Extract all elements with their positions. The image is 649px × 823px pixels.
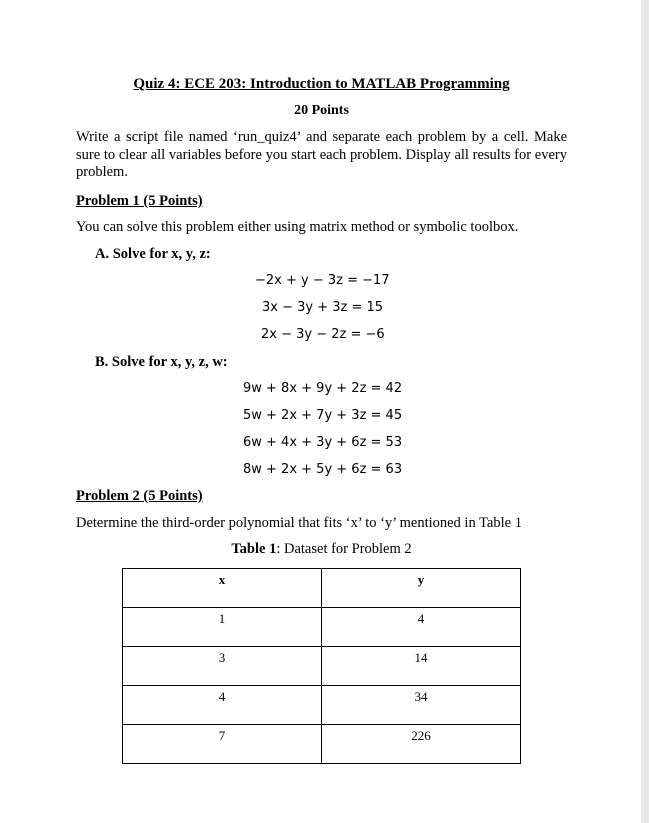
scrollbar[interactable] bbox=[641, 0, 649, 823]
part-a-label: A. Solve for x, y, z: bbox=[95, 246, 211, 262]
table-row bbox=[123, 686, 521, 725]
cell-x: 3 bbox=[123, 647, 322, 686]
part-b-label: B. Solve for x, y, z, w: bbox=[95, 354, 228, 370]
table-row bbox=[123, 608, 521, 647]
table-row bbox=[123, 647, 521, 686]
total-points: 20 Points bbox=[294, 103, 349, 118]
header-y: y bbox=[322, 569, 521, 608]
caption-text: : Dataset for Problem 2 bbox=[276, 541, 412, 557]
equation-b1: 9w + 8x + 9y + 2z = 42 bbox=[243, 381, 403, 396]
problem1-heading: Problem 1 (5 Points) bbox=[76, 193, 203, 209]
cell-y: 226 bbox=[322, 725, 521, 764]
equation-a2: 3x − 3y + 3z = 15 bbox=[262, 300, 384, 315]
equation-a3: 2x − 3y − 2z = −6 bbox=[261, 327, 385, 342]
cell-x: 4 bbox=[123, 686, 322, 725]
table-caption bbox=[0, 541, 643, 558]
cell-y: 34 bbox=[322, 686, 521, 725]
cell-y: 14 bbox=[322, 647, 521, 686]
equation-a1: −2x + y − 3z = −17 bbox=[255, 273, 390, 288]
equation-b2: 5w + 2x + 7y + 3z = 45 bbox=[243, 408, 403, 423]
header-x: x bbox=[123, 569, 322, 608]
cell-y: 4 bbox=[322, 608, 521, 647]
document-title: Quiz 4: ECE 203: Introduction to MATLAB Programming bbox=[133, 76, 510, 92]
problem2-heading: Problem 2 (5 Points) bbox=[76, 488, 203, 504]
equation-b4: 8w + 2x + 5y + 6z = 63 bbox=[243, 462, 403, 477]
problem1-text: You can solve this problem either using matrix method or symbolic toolbox. bbox=[76, 219, 519, 235]
dataset-table bbox=[122, 568, 521, 764]
instructions: Write a script file named ‘run_quiz4’ and separate each problem by a cell. Make sure to clear all variables before you start each problem. Display all results for every problem. bbox=[76, 129, 567, 180]
caption-label: Table 1 bbox=[231, 541, 277, 557]
cell-x: 1 bbox=[123, 608, 322, 647]
problem2-text: Determine the third-order polynomial that fits ‘x’ to ‘y’ mentioned in Table 1 bbox=[76, 515, 522, 531]
table-row bbox=[123, 725, 521, 764]
table-header-row bbox=[123, 569, 521, 608]
cell-x: 7 bbox=[123, 725, 322, 764]
equation-b3: 6w + 4x + 3y + 6z = 53 bbox=[243, 435, 403, 450]
